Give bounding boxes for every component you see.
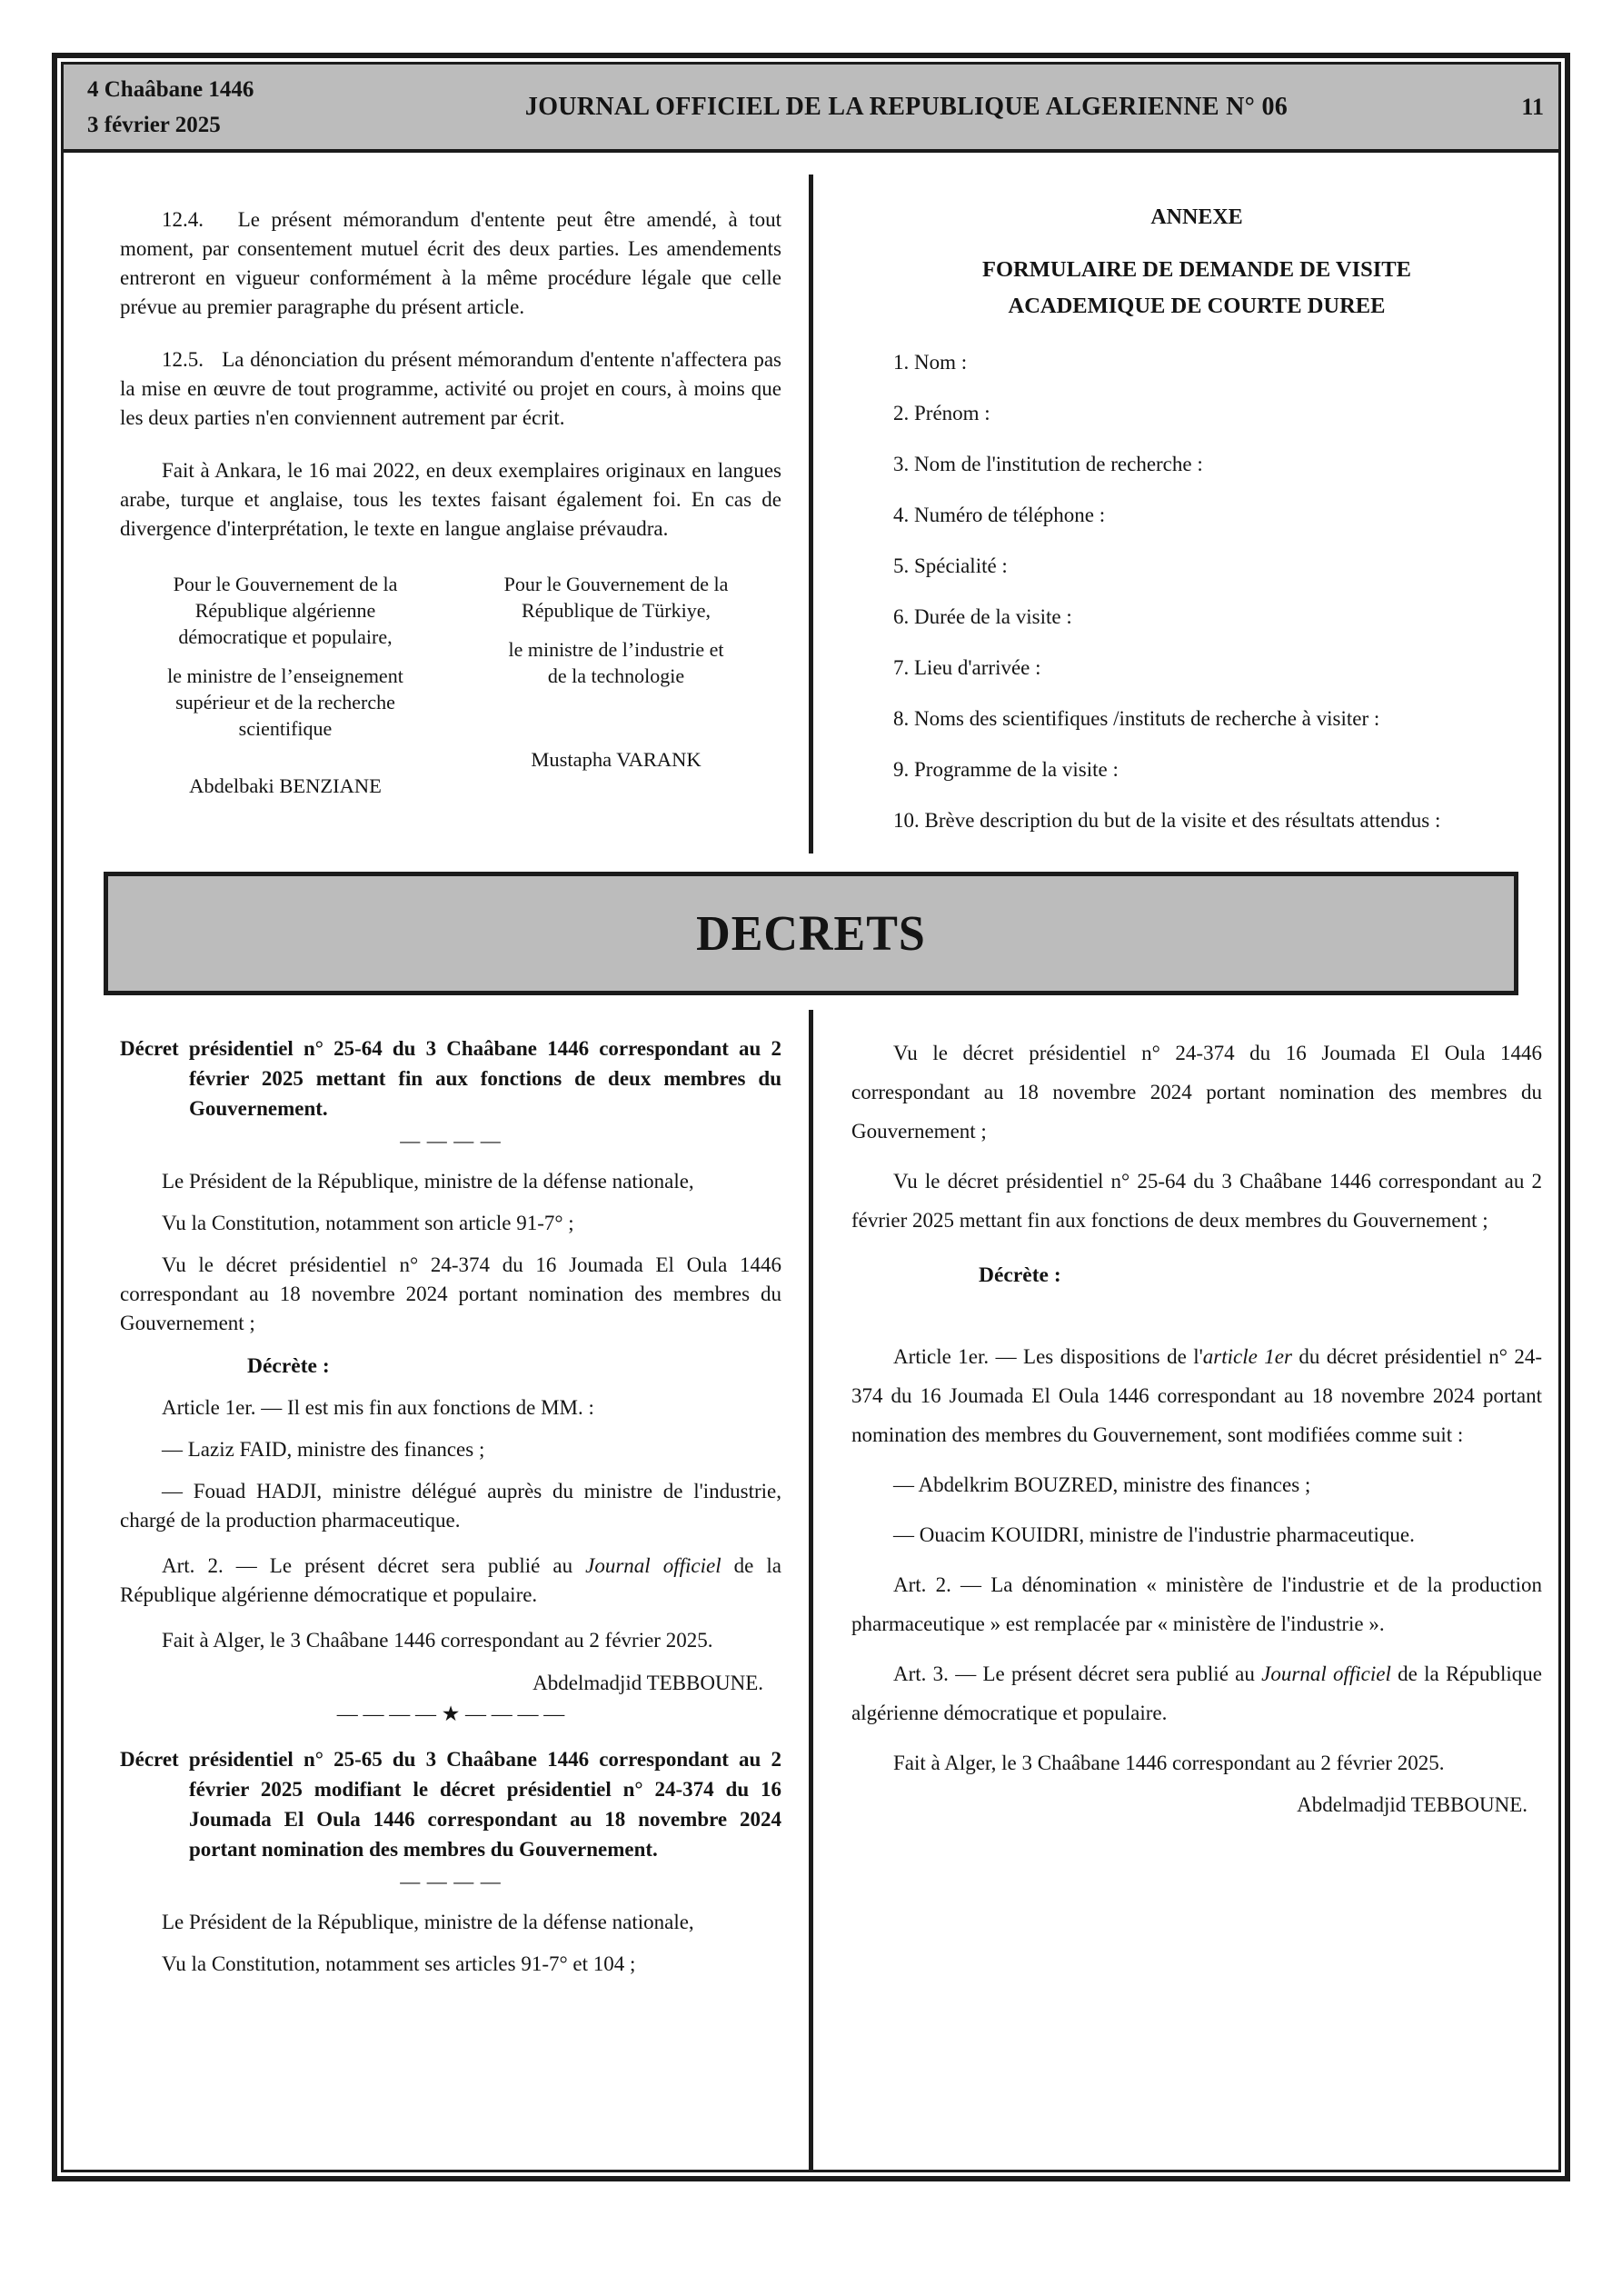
decrees-section [64, 995, 1558, 2170]
signature-turkiye-minister [451, 636, 781, 689]
form-field-lieu-arrivee: 7. Lieu d'arrivée : [893, 656, 1041, 679]
signature-algeria-minister [120, 663, 451, 742]
decrets-banner [104, 872, 1518, 995]
decree1-signature-tebboune: Abdelmadjid TEBBOUNE. [532, 1672, 763, 1694]
sig-line: Pour le Gouvernement de la [503, 573, 729, 595]
sig-line: de la technologie [547, 664, 685, 687]
annexe-subtitle-line2: ACADEMIQUE DE COURTE DUREE [1008, 294, 1386, 318]
sig-line: Pour le Gouvernement de la [173, 573, 398, 595]
sig-line: République algérienne [194, 599, 376, 622]
page-number: 11 [1521, 93, 1544, 120]
dash-separator: — — — — [400, 1129, 502, 1152]
memo-paragraph-12-5: 12.5. La dénonciation du présent mémorandum d'entente n'affectera pas la mise en œuvre de tout programme, activité ou projet en cours, à moins que les deux parties n'en conviennent autrement par écrit. [120, 348, 781, 429]
journal-title: JOURNAL OFFICIEL DE LA REPUBLIQUE ALGERIENNE N° 06 [524, 92, 1289, 121]
form-field-nom: 1. Nom : [893, 351, 968, 374]
sig-line: démocratique et populaire, [178, 625, 393, 648]
decree2-vu-constitution: Vu la Constitution, notamment ses articles 91-7° et 104 ; [162, 1952, 636, 1975]
signature-algeria-org [120, 571, 451, 650]
sig-line: supérieur et de la recherche [175, 691, 395, 714]
form-field-programme: 9. Programme de la visite : [893, 758, 1119, 781]
decree-column-left [64, 1033, 809, 2170]
decrets-banner-title: DECRETS [696, 905, 926, 962]
decree1-vu-constitution: Vu la Constitution, notamment son article 91-7° ; [162, 1212, 574, 1234]
decree1-decrete-label: Décrète : [247, 1354, 330, 1378]
signature-turkiye-org [451, 571, 781, 624]
sig-line: scientifique [238, 717, 333, 740]
decree1-article-2: Art. 2. — Le présent décret sera publié au Journal officiel de la République algérienne démocratique et populaire. [120, 1554, 782, 1606]
decree1-item-hadji: — Fouad HADJI, ministre délégué auprès du ministre de l'industrie, chargé de la production pharmaceutique. [120, 1480, 781, 1532]
decree2-president: Le Président de la République, ministre de la défense nationale, [162, 1911, 694, 1933]
decree1-fait-alger: Fait à Alger, le 3 Chaâbane 1446 correspondant au 2 février 2025. [162, 1629, 713, 1652]
annexe-title: ANNEXE [1150, 205, 1243, 229]
form-field-duree: 6. Durée de la visite : [893, 605, 1072, 628]
decree-25-64-heading: Décret présidentiel n° 25-64 du 3 Chaâbane 1446 correspondant au 2 février 2025 mettant fin aux fonctions de deux membres du Gouvernement. [120, 1037, 781, 1120]
form-field-prenom: 2. Prénom : [893, 402, 990, 424]
signature-turkiye [451, 571, 781, 799]
decree-column-right [813, 1033, 1558, 2170]
memo-paragraph-12-4: 12.4. Le présent mémorandum d'entente peut être amendé, à tout moment, par consentement mutuel écrit des deux parties. Les amendements entreront en vigueur conformément à la même procédure légale que celle prévue au premier paragraphe du présent article. [120, 208, 781, 318]
sig-line: République de Türkiye, [522, 599, 711, 622]
signatory-name-varank: Mustapha VARANK [531, 748, 702, 771]
page-sheet [52, 53, 1570, 2181]
annexe-column [813, 205, 1558, 857]
memo-signature-block [120, 571, 781, 799]
decree1-article-1: Article 1er. — Il est mis fin aux fonctions de MM. : [162, 1396, 594, 1419]
decree2-article-3: Art. 3. — Le présent décret sera publié au Journal officiel de la République algérienne démocratique et populaire. [851, 1662, 1542, 1724]
decree1-president: Le Président de la République, ministre de la défense nationale, [162, 1170, 694, 1193]
sig-line: le ministre de l’industrie et [508, 638, 724, 661]
decree2-item-bouzred: — Abdelkrim BOUZRED, ministre des finances ; [893, 1473, 1311, 1496]
form-field-noms-scientifiques: 8. Noms des scientifiques /instituts de recherche à visiter : [893, 707, 1380, 730]
form-field-institution: 3. Nom de l'institution de recherche : [893, 453, 1203, 475]
dash-separator: — — — — [400, 1870, 502, 1892]
decree1-item-faid: — Laziz FAID, ministre des finances ; [162, 1438, 485, 1461]
decree1-vu-decret-374: Vu le décret présidentiel n° 24-374 du 16 Joumada El Oula 1446 correspondant au 18 novembre 2024 portant nomination des membres du Gouvernement ; [120, 1253, 781, 1334]
signature-algeria [120, 571, 451, 799]
form-field-description: 10. Brève description du but de la visite et des résultats attendus : [893, 809, 1441, 832]
memorandum-annexe-section [64, 153, 1558, 857]
signatory-name-benziane: Abdelbaki BENZIANE [189, 774, 382, 797]
decree2-fait-alger: Fait à Alger, le 3 Chaâbane 1446 correspondant au 2 février 2025. [893, 1752, 1445, 1774]
memorandum-column [64, 205, 809, 857]
decree2-article-2: Art. 2. — La dénomination « ministère de l'industrie et de la production pharmaceutique » est remplacée par « ministère de l'industrie ». [851, 1573, 1542, 1635]
sig-line: le ministre de l’enseignement [167, 664, 403, 687]
star-separator: — — — — ★ — — — — [336, 1702, 565, 1725]
annexe-subtitle-line1: FORMULAIRE DE DEMANDE DE VISITE [982, 257, 1411, 282]
decree2-decrete-label: Décrète : [979, 1263, 1061, 1287]
form-field-telephone: 4. Numéro de téléphone : [893, 504, 1106, 526]
decree2-item-kouidri: — Ouacim KOUIDRI, ministre de l'industrie pharmaceutique. [893, 1523, 1415, 1546]
masthead-dates [64, 72, 363, 143]
form-field-specialite: 5. Spécialité : [893, 554, 1008, 577]
masthead [64, 65, 1558, 153]
date-gregorian: 3 février 2025 [87, 112, 221, 137]
decree2-signature-tebboune: Abdelmadjid TEBBOUNE. [1297, 1793, 1527, 1816]
memo-paragraph-fait-ankara: Fait à Ankara, le 16 mai 2022, en deux exemplaires originaux en langues arabe, turque et anglaise, tous les textes faisant également foi. En cas de divergence d'interprétation, le texte en langue anglaise prévaudra. [120, 459, 781, 540]
page-inner-border [61, 62, 1561, 2172]
decree2-article-1: Article 1er. — Les dispositions de l'article 1er du décret présidentiel n° 24-374 du 16 Joumada El Oula 1446 correspondant au 18 novembre 2024 portant nomination des membres du Gouvernement, sont modifiées comme suit : [851, 1345, 1542, 1446]
annexe-subtitle [851, 252, 1542, 324]
decree-25-65-heading: Décret présidentiel n° 25-65 du 3 Chaâbane 1446 correspondant au 2 février 2025 modifiant le décret présidentiel n° 24-374 du 16 Joumada El Oula 1446 correspondant au 18 novembre 2024 portant nomination des membres du Gouvernement. [120, 1748, 781, 1861]
date-hijri: 4 Chaâbane 1446 [87, 76, 254, 102]
decree2-vu-decret-374: Vu le décret présidentiel n° 24-374 du 16 Joumada El Oula 1446 correspondant au 18 novembre 2024 portant nomination des membres du Gouvernement ; [851, 1042, 1542, 1143]
decree2-vu-decret-25-64: Vu le décret présidentiel n° 25-64 du 3 Chaâbane 1446 correspondant au 2 février 2025 mettant fin aux fonctions de deux membres du Gouvernement ; [851, 1170, 1542, 1232]
page-outer-border [52, 53, 1570, 2181]
